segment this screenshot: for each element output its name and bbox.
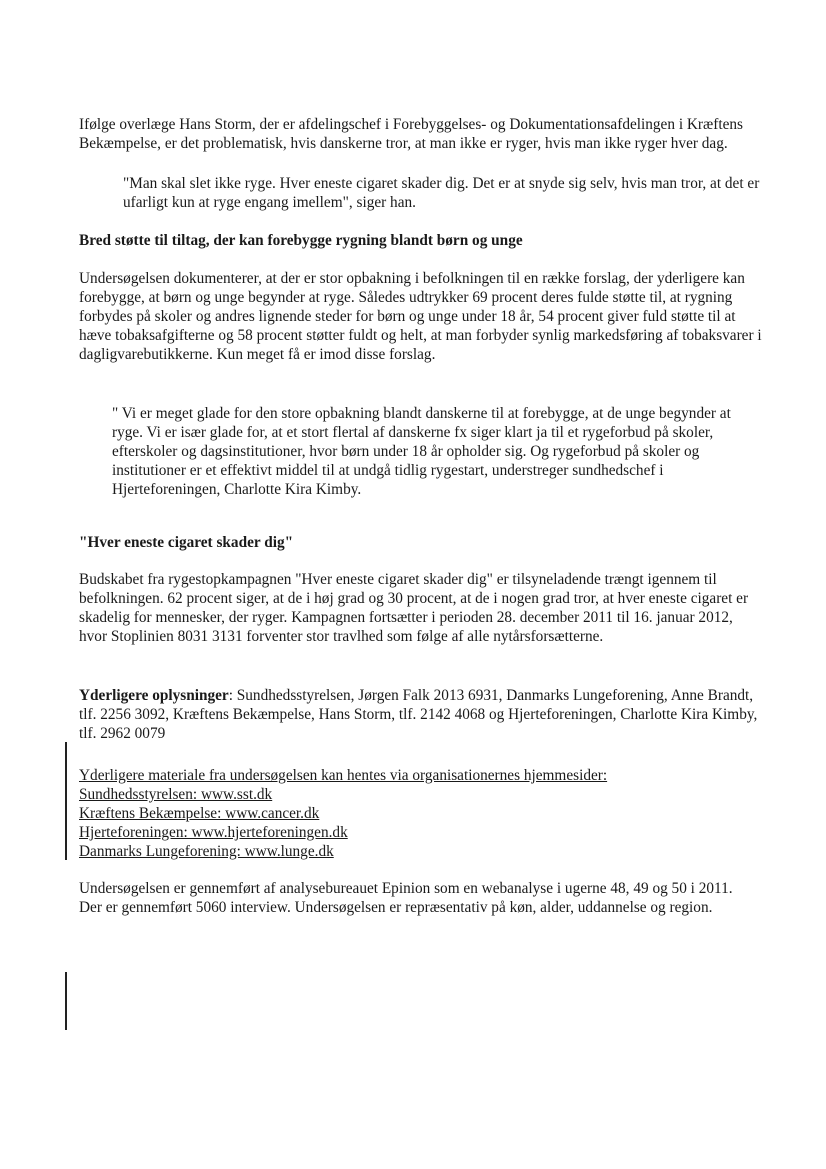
links-block [79,766,759,861]
section-heading-support: Bred støtte til tiltag, der kan forebygge rygning blandt børn og unge [79,232,523,249]
margin-rule [65,972,67,1030]
section-heading-campaign: "Hver eneste cigaret skader dig" [79,534,294,551]
section-paragraph-campaign: Budskabet fra rygestopkampagnen "Hver eneste cigaret skader dig" er tilsyneladende trængt igennem til befolkningen. 62 procent siger, at de i høj grad og 30 procent, at de i nogen grad tror, at hver eneste cigaret er skadelig for mennesker, der ryger. Kampagnen fortsætter i perioden 28. december 2011 til 16. januar 2012, hvor Stoplinien 8031 3131 forventer stor travlhed som følge af alle nytårsforsætterne. [79,571,749,645]
quote-hans-storm: "Man skal slet ikke ryge. Hver eneste cigaret skader dig. Det er at snyde sig selv, hvis man tror, at det er ufarligt kun at ryge engang imellem", siger han. [123,175,760,211]
section-paragraph-support: Undersøgelsen dokumenterer, at der er stor opbakning i befolkningen til en række forslag, der yderligere kan forebygge, at børn og unge begynder at ryge. Således udtrykker 69 procent deres fulde støtte til, at rygning forbydes på skoler og andres lignende steder for børn og unge under 18 år, 54 procent giver fuld støtte til at hæve tobaksafgifterne og 58 procent støtter fuldt og helt, at man forbyder synlig markedsføring af tobaksvarer i dagligvarebutikkerne. Kun meget få er imod disse forslag. [79,270,762,363]
link-cancer[interactable]: Kræftens Bekæmpelse: www.cancer.dk [79,805,320,822]
contacts-text: : Sundhedsstyrelsen, Jørgen Falk 2013 6931, Danmarks Lungeforening, Anne Brandt, tlf. 2256 3092, Kræftens Bekæmpelse, Hans Storm, tlf. 2142 4068 og Hjerteforeningen, Charlotte Kira Kimby, tlf. 2962 0079 [79,687,758,742]
link-hjerteforeningen[interactable]: Hjerteforeningen: www.hjerteforeningen.dk [79,824,348,841]
methodology-paragraph: Undersøgelsen er gennemført af analysebureauet Epinion som en webanalyse i ugerne 48, 49 og 50 i 2011. Der er gennemført 5060 interview. Undersøgelsen er repræsentativ på køn, alder, uddannelse og region. [79,880,733,916]
margin-rule [65,742,67,770]
quote-charlotte-kimby: " Vi er meget glade for den store opbakning blandt danskerne til at forebygge, at de unge begynder at ryge. Vi er især glade for, at et stort flertal af danskerne fx siger klart ja til et rygeforbud på skoler, efterskoler og dagsinstitutioner, hvor børn under 18 år opholder sig. Og rygeforbud på skoler og institutioner er et effektivt middel til at undgå tidlig rygestart, understreger sundhedschef i Hjerteforeningen, Charlotte Kira Kimby. [112,405,731,498]
links-intro: Yderligere materiale fra undersøgelsen kan hentes via organisationernes hjemmesider: [79,767,608,784]
link-sundhedsstyrelsen[interactable]: Sundhedsstyrelsen: www.sst.dk [79,786,273,803]
margin-rule [65,770,67,860]
contacts-label: Yderligere oplysninger [79,687,229,704]
contacts-paragraph [79,686,759,743]
link-lunge[interactable]: Danmarks Lungeforening: www.lunge.dk [79,843,334,860]
intro-paragraph: Ifølge overlæge Hans Storm, der er afdelingschef i Forebyggelses- og Dokumentationsafdelingen i Kræftens Bekæmpelse, er det problematisk, hvis danskerne tror, at man ikke er ryger, hvis man ikke ryger hver dag. [79,116,743,152]
